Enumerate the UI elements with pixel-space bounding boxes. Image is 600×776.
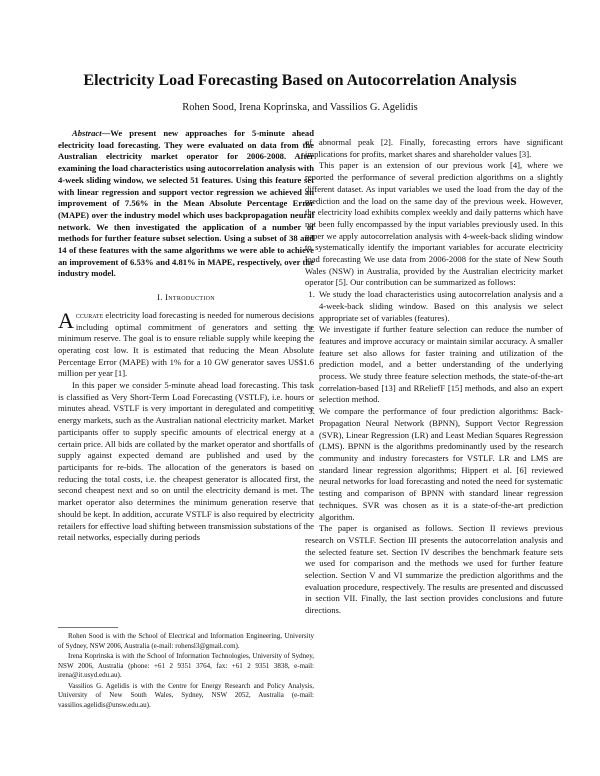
footnote-author-1: Rohen Sood is with the School of Electrical and Information Engineering, University of Sydney, NSW 2006, Australia (e-mail: rohensl3@gmail.com). — [58, 632, 314, 650]
paper-title: Electricity Load Forecasting Based on Autocorrelation Analysis — [83, 72, 517, 89]
list-item: 3. We compare the performance of four prediction algorithms: Back-Propagation Neural Network (BPNN), Support Vector Regression (SVR), Linear Regression (LR) and Least Median Squares Regression (LMS). BPNN is the algorithms predominantly used by the research community and industry forecasters for VSTLF. LR and LMS are standard linear regression algorithms; Hippert et al. [6] reviewed neural networks for load forecasting and noted the need for systematic testing and comparison of BPNN with standard linear regression techniques. SVR was chosen as it is a state-of-the-art prediction algorithm. — [317, 406, 563, 523]
intro-first-word: ccurate — [75, 309, 104, 320]
list-item: 2. We investigate if further feature selection can reduce the number of features and improve accuracy or maintain similar accuracy. A smaller feature set also allows for faster training and utilization of the prediction model, and a better understanding of the underlying process. We study three feature selection methods, the state-of-the-art correlation-based [13] and RReliefF [15] methods, and also an expert selection method. — [317, 324, 563, 406]
drop-cap: A — [58, 307, 74, 333]
right-paragraph-1: of abnormal peak [2]. Finally, forecasting errors have significant implications for profits, market shares and shareholder values [3]. — [305, 137, 563, 159]
section-heading-introduction — [58, 292, 314, 304]
contribution-list — [305, 289, 563, 523]
list-item: 1. We study the load characteristics using autocorrelation analysis and a 4-week-back sliding window. Based on this analysis we select appropriate set of variables (features). — [317, 289, 563, 324]
intro-paragraph-2: In this paper we consider 5-minute ahead load forecasting. This task is classified as Very Short-Term Load Forecasting (VSTLF), i.e. hours or minutes ahead. VSTLF is very important in deregulated and competitive energy markets, such as the Australian national electricity market. Market participants offer to supply specific amounts of electrical energy at a certain price. All bids are collated by the market operator and shortfalls of supply against expected demand are published and used by the participants for re-bids. The allocation of the generators is based on reducing the total costs, i.e. the cheapest generator is allocated first, the second cheapest next and so on until the electricity demand is met. The market operator also determines the minimum generation reserve that should be kept. In addition, accurate VSTLF is also required by electricity retailers for effective load shifting between transmission substations of the retail networks, especially during periods — [58, 380, 314, 543]
right-paragraph-3: The paper is organised as follows. Section II reviews previous research on VSTLF. Section III presents the autocorrelation analysis and the selected feature set. Section IV describes the benchmark feature sets we used for comparison and the methods we used for further feature selection. Section V and VI summarize the prediction algorithms and the evaluation procedure, respectively. The results are presented and discussed in section VII. Finally, the last section provides conclusions and future directions. — [305, 523, 563, 616]
left-column — [58, 128, 314, 544]
right-column — [305, 137, 563, 617]
section-number: I. — [157, 292, 163, 303]
footnote-author-3: Vassilios G. Agelidis is with the Centre for Energy Research and Policy Analysis, University of New South Wales, Sydney, NSW 2052, Australia (e-mail: vassilios.agelidis@unsw.edu.au). — [58, 681, 314, 709]
abstract-text: —We present new approaches for 5-minute ahead electricity load forecasting. They were evaluated on data from the Australian electricity market operator for 2006-2008. After examining the load characteristics using autocorrelation analysis with 4-week sliding window, we selected 51 features. Using this feature set with linear regression and support vector regression we achieved an improvement of 7.56% in the Mean Absolute Percentage Error (MAPE) over the industry model which uses backpropagation neural network. We then investigated the application of a number of methods for further feature subset selection. Using a subset of 38 and 14 of these features with the same algorithms we were able to achieve an improvement of 6.53% and 4.81% in MAPE, respectively, over the industry model. — [58, 128, 314, 279]
abstract-label: Abstract — [72, 128, 102, 138]
section-title: Introduction — [165, 292, 215, 303]
abstract — [58, 128, 314, 280]
right-paragraph-2: This paper is an extension of our previous work [4], where we reported the performance of several prediction algorithms on a slightly different dataset. As input variables we used the load from the day of the prediction and the load on the same day of the previous week. However, the electricity load exhibits complex weekly and daily patterns which have not been fully encompassed by the input variables previously used. In this paper we apply autocorrelation analysis with 4-week-back sliding window to systematically identify the important variables for accurate electricity load forecasting We use data from 2006-2008 for the state of New South Wales (NSW) in Australia, provided by the Australian electricity market operator [5]. Our contribution can be summarized as follows: — [305, 160, 563, 288]
author-list: Rohen Sood, Irena Koprinska, and Vassilios G. Agelidis — [182, 102, 418, 113]
footnotes — [58, 632, 314, 711]
intro-text-1: electricity load forecasting is needed for numerous decisions including optimal commitment of generators and setting the minimum reserve. The goal is to ensure reliable supply while keeping the operating cost low. It is estimated that reducing the Mean Absolute Percentage Error (MAPE) with 1% for a 10 GW generator saves US$1.6 million per year [1]. — [58, 309, 314, 379]
footnote-rule — [58, 627, 118, 628]
footnote-author-2: Irena Koprinska is with the School of Information Technologies, University of Sydney, NSW 2006, Australia (phone: +61 2 9351 3764, fax: +61 2 9351 3838, e-mail: irena@it.usyd.edu.au). — [58, 652, 314, 679]
intro-paragraph-1 — [58, 307, 314, 380]
